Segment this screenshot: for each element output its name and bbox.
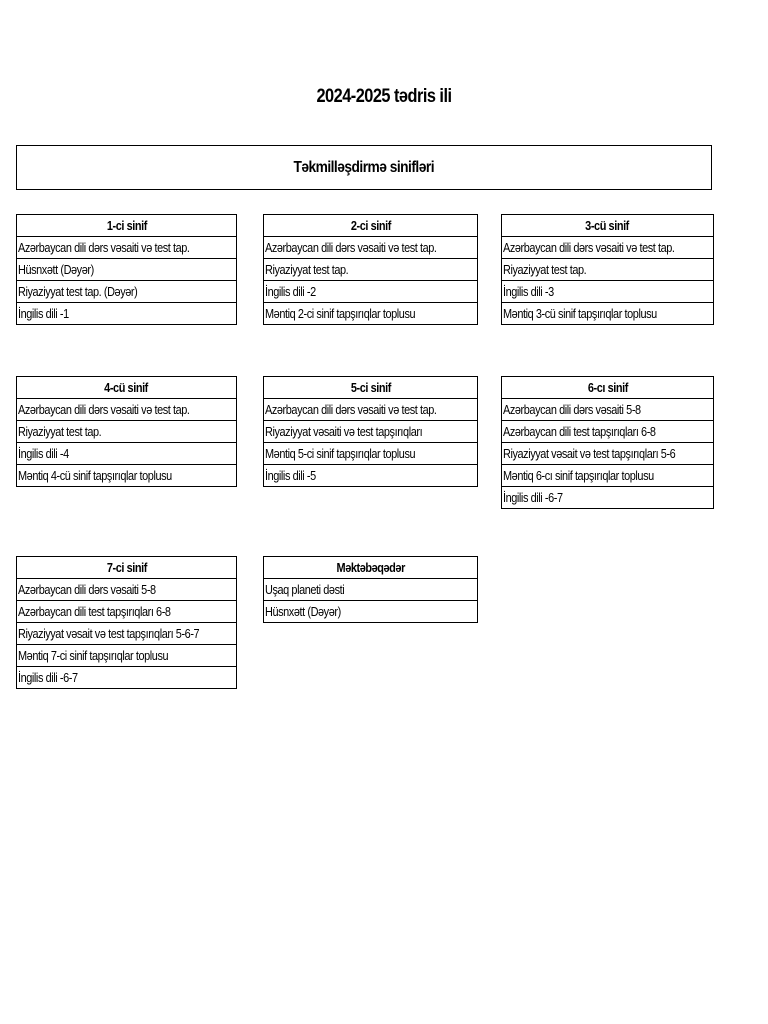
- grade-table-3: [501, 214, 714, 325]
- list-item: Riyaziyyat test tap.: [17, 421, 237, 443]
- grade-header: Məktəbəqədər: [264, 557, 478, 579]
- list-item: Riyaziyyat test tap. (Dəyər): [17, 281, 237, 303]
- list-item: Uşaq planeti dəsti: [264, 579, 478, 601]
- list-item: Riyaziyyat vəsaiti və test tapşırıqları: [264, 421, 478, 443]
- list-item: Azərbaycan dili dərs vəsaiti və test tap.: [17, 237, 237, 259]
- list-item: Məntiq 2-ci sinif tapşırıqlar toplusu: [264, 303, 478, 325]
- list-item: Riyaziyyat vəsait və test tapşırıqları 5-6-7: [17, 623, 237, 645]
- list-item: Riyaziyyat test tap.: [264, 259, 478, 281]
- grade-table-6: [501, 376, 714, 509]
- list-item: Azərbaycan dili dərs vəsaiti və test tap.: [264, 237, 478, 259]
- grade-table-5: [263, 376, 478, 487]
- list-item: İngilis dili -4: [17, 443, 237, 465]
- list-item: Azərbaycan dili test tapşırıqları 6-8: [502, 421, 714, 443]
- list-item: Məntiq 3-cü sinif tapşırıqlar toplusu: [502, 303, 714, 325]
- list-item: İngilis dili -6-7: [502, 487, 714, 509]
- list-item: İngilis dili -3: [502, 281, 714, 303]
- list-item: Azərbaycan dili dərs vəsaiti 5-8: [502, 399, 714, 421]
- grade-header: 6-cı sinif: [502, 377, 714, 399]
- grade-table-1: [16, 214, 237, 325]
- list-item: Azərbaycan dili dərs vəsaiti və test tap.: [264, 399, 478, 421]
- list-item: Məntiq 6-cı sinif tapşırıqlar toplusu: [502, 465, 714, 487]
- grade-header: 5-ci sinif: [264, 377, 478, 399]
- list-item: Riyaziyyat vəsait və test tapşırıqları 5-6: [502, 443, 714, 465]
- grade-header: 3-cü sinif: [502, 215, 714, 237]
- list-item: Azərbaycan dili dərs vəsaiti və test tap.: [17, 399, 237, 421]
- list-item: Azərbaycan dili dərs vəsaiti və test tap.: [502, 237, 714, 259]
- list-item: İngilis dili -2: [264, 281, 478, 303]
- grade-header: 2-ci sinif: [264, 215, 478, 237]
- grade-header: 1-ci sinif: [17, 215, 237, 237]
- list-item: Məntiq 4-cü sinif tapşırıqlar toplusu: [17, 465, 237, 487]
- list-item: Azərbaycan dili dərs vəsaiti 5-8: [17, 579, 237, 601]
- list-item: Məntiq 5-ci sinif tapşırıqlar toplusu: [264, 443, 478, 465]
- grade-header: 4-cü sinif: [17, 377, 237, 399]
- list-item: Riyaziyyat test tap.: [502, 259, 714, 281]
- grade-table-2: [263, 214, 478, 325]
- list-item: Məntiq 7-ci sinif tapşırıqlar toplusu: [17, 645, 237, 667]
- page-title: 2024-2025 tədris ili: [316, 86, 452, 107]
- list-item: Azərbaycan dili test tapşırıqları 6-8: [17, 601, 237, 623]
- list-item: İngilis dili -5: [264, 465, 478, 487]
- list-item: Hüsnxətt (Dəyər): [264, 601, 478, 623]
- grade-header: 7-ci sinif: [17, 557, 237, 579]
- section-title: Təkmilləşdirmə sinifləri: [293, 158, 435, 176]
- list-item: İngilis dili -1: [17, 303, 237, 325]
- grade-table-preschool: [263, 556, 478, 623]
- list-item: İngilis dili -6-7: [17, 667, 237, 689]
- section-banner: [16, 145, 712, 190]
- grade-table-7: [16, 556, 237, 689]
- grade-table-4: [16, 376, 237, 487]
- list-item: Hüsnxətt (Dəyər): [17, 259, 237, 281]
